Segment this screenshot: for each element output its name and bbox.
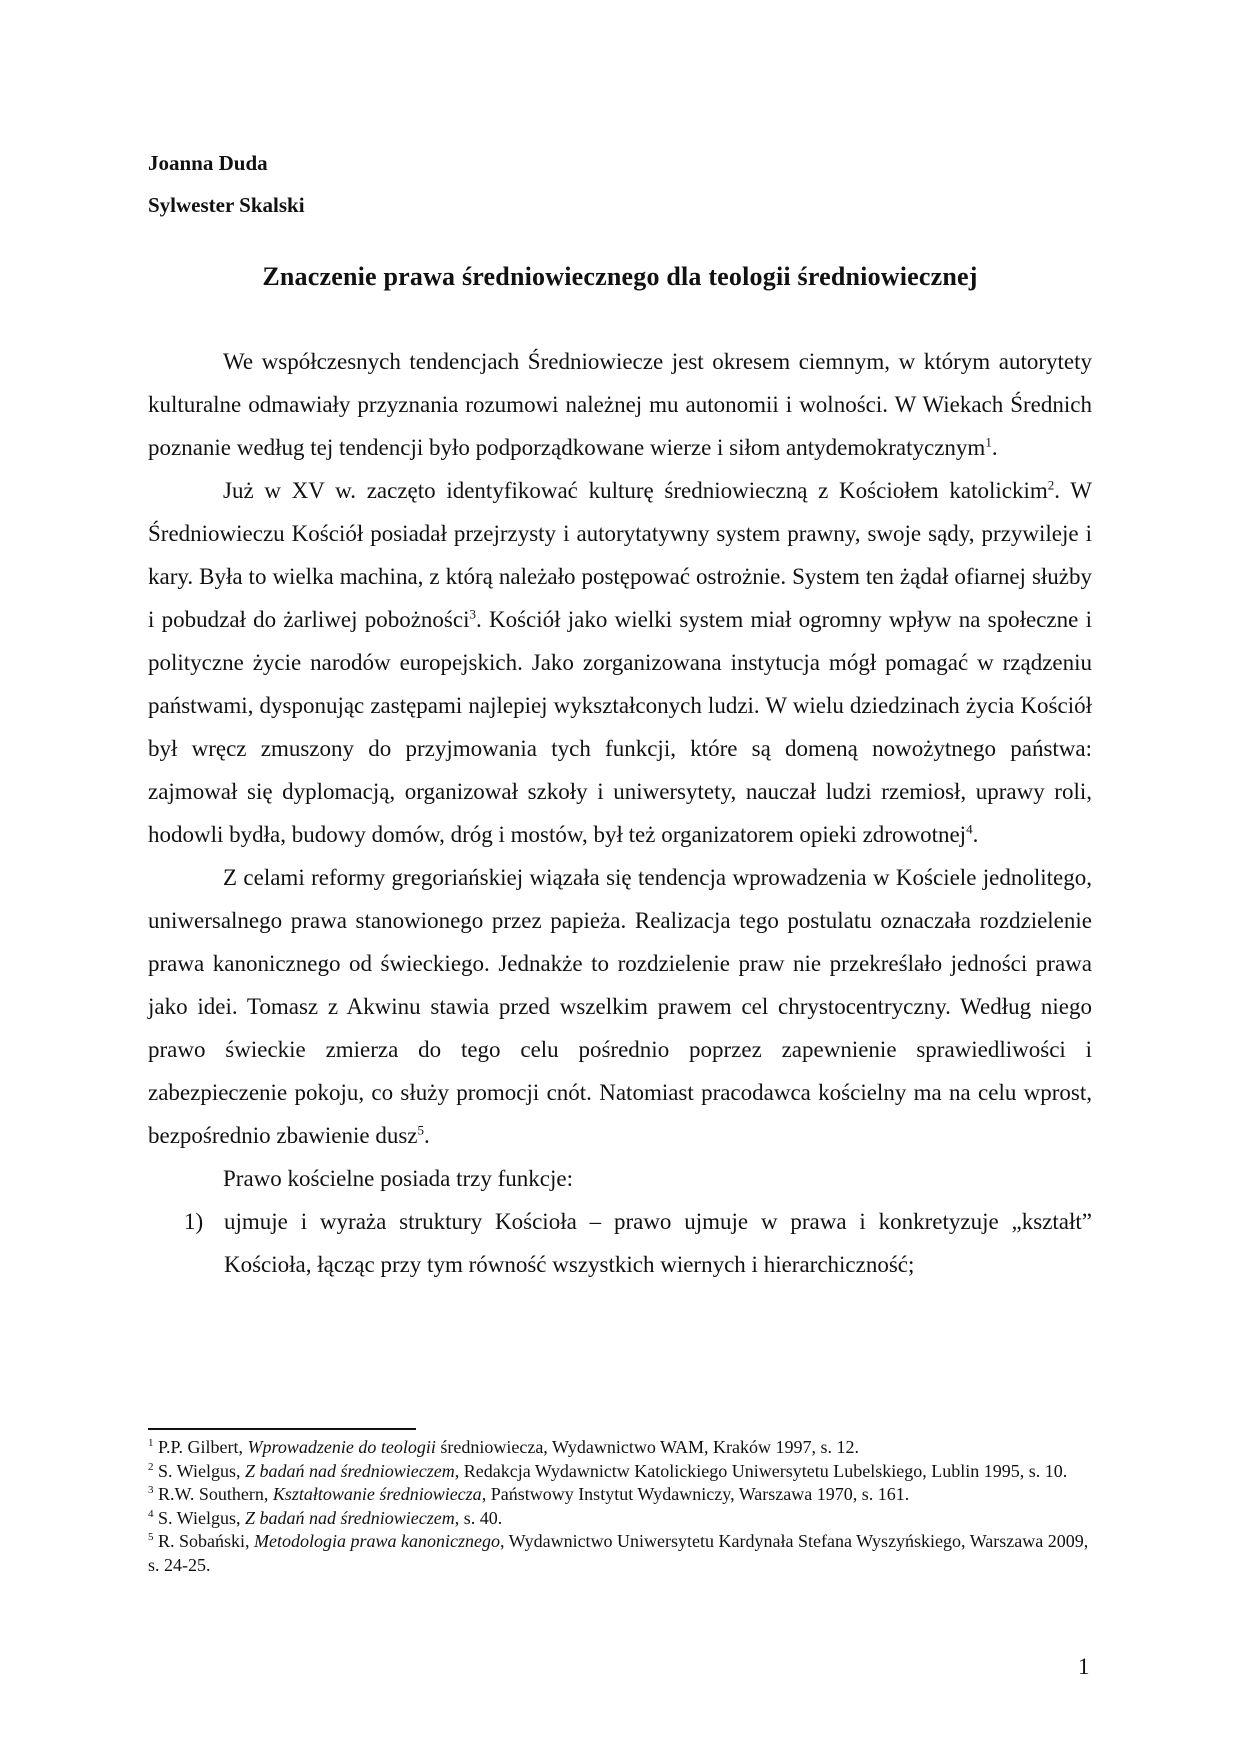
paragraph: We współczesnych tendencjach Średniowiecze jest okresem ciemnym, w którym autorytety kulturalne odmawiały przyznania rozumowi należnej mu autonomii i wolności. W Wiekach Średnich poznanie według tej tendencji było podporządkowane wierze i siłom antydemokratycznym$^1$.	[148, 349, 1092, 460]
footnote-ref[interactable]: 3	[469, 606, 476, 622]
page-number: 1	[1078, 1654, 1090, 1679]
footnote: $^3$ R.W. Southern, Kształtowanie średniowiecza, Państwowy Instytut Wydawniczy, Warszawa 1970, s. 161.	[148, 1484, 910, 1504]
footnote-number: 3	[148, 1484, 154, 1496]
footnote-number: 5	[148, 1531, 154, 1543]
paragraph: Już w XV w. zaczęto identyfikować kulturę średniowieczną z Kościołem katolickim$^2$. W Średniowieczu Kościół posiadał przejrzysty i autorytatywny system prawny, swoje sądy, przywileje i kary. Była to wielka machina, z którą należało postępować ostrożnie. System ten żądał ofiarnej służby i pobudzał do żarliwej pobożności$^3$. Kościół jako wielki system miał ogromny wpływ na społeczne i polityczne życie narodów europejskich. Jako zorganizowana instytucja mógł pomagać w rządzeniu państwami, dysponując zastępami najlepiej wykształconych ludzi. W wielu dziedzinach życia Kościół był wręcz zmuszony do przyjmowania tych funkcji, które są domeną nowożytnego państwa: zajmował się dyplomacją, organizował szkoły i uniwersytety, nauczał ludzi rzemiosł, uprawy roli, hodowli bydła, budowy domów, dróg i mostów, był też organizatorem opieki zdrowotnej$^4$.	[148, 477, 1092, 847]
footnote: $^1$ P.P. Gilbert, Wprowadzenie do teologii średniowiecza, Wydawnictwo WAM, Kraków 1997, s. 12.	[148, 1437, 860, 1457]
numbered-list	[148, 1200, 1092, 1286]
document-title: Znaczenie prawa średniowiecznego dla teologii średniowiecznej	[262, 262, 978, 291]
list-number: 1)	[184, 1209, 204, 1234]
footnote-number: 2	[148, 1460, 154, 1473]
author-name: Joanna Duda	[148, 151, 268, 175]
footnote: $^2$ S. Wielgus, Z badań nad średniowieczem, Redakcja Wydawnictw Katolickiego Uniwersytetu Lubelskiego, Lublin 1995, s. 10.	[148, 1460, 1068, 1481]
footnote: $^4$ S. Wielgus, Z badań nad średniowieczem, s. 40.	[148, 1507, 503, 1528]
footnote-ref[interactable]: 4	[966, 821, 973, 837]
author-name: Sylwester Skalski	[148, 193, 305, 217]
list-item-text: ujmuje i wyraża struktury Kościoła – prawo ujmuje w prawa i konkretyzuje „kształt” Kościoła, łącząc przy tym równość wszystkich wiernych i hierarchiczność;	[224, 1209, 1092, 1277]
footnotes	[148, 1436, 1092, 1577]
footnote-ref[interactable]: 1	[985, 434, 992, 450]
footnote: $^5$ R. Sobański, Metodologia prawa kanonicznego, Wydawnictwo Uniwersytetu Kardynała Stefana Wyszyńskiego, Warszawa 2009, s. 24-25.	[148, 1531, 1089, 1575]
footnote-ref[interactable]: 2	[1047, 477, 1055, 493]
footnote-number: 4	[148, 1507, 154, 1520]
footnote-separator	[148, 1428, 416, 1430]
body-text	[148, 340, 1092, 1286]
paragraph: Z celami reformy gregoriańskiej wiązała się tendencja wprowadzenia w Kościele jednolitego, uniwersalnego prawa stanowionego przez papieża. Realizacja tego postulatu oznaczała rozdzielenie prawa kanonicznego od świeckiego. Jednakże to rozdzielenie praw nie przekreślało jedności prawa jako idei. Tomasz z Akwinu stawia przed wszelkim prawem cel chrystocentryczny. Według niego prawo świeckie zmierza do tego celu pośrednio poprzez zapewnienie sprawiedliwości i zabezpieczenie pokoju, co służy promocji cnót. Natomiast pracodawca kościelny ma na celu wprost, bezpośrednio zbawienie dusz$^5$.	[148, 865, 1092, 1148]
footnote-ref[interactable]: 5	[417, 1122, 425, 1138]
list-item	[148, 1200, 1092, 1286]
paragraph: Prawo kościelne posiada trzy funkcje:	[223, 1166, 573, 1191]
footnote-number: 1	[148, 1437, 154, 1449]
document-page	[148, 142, 1092, 1286]
